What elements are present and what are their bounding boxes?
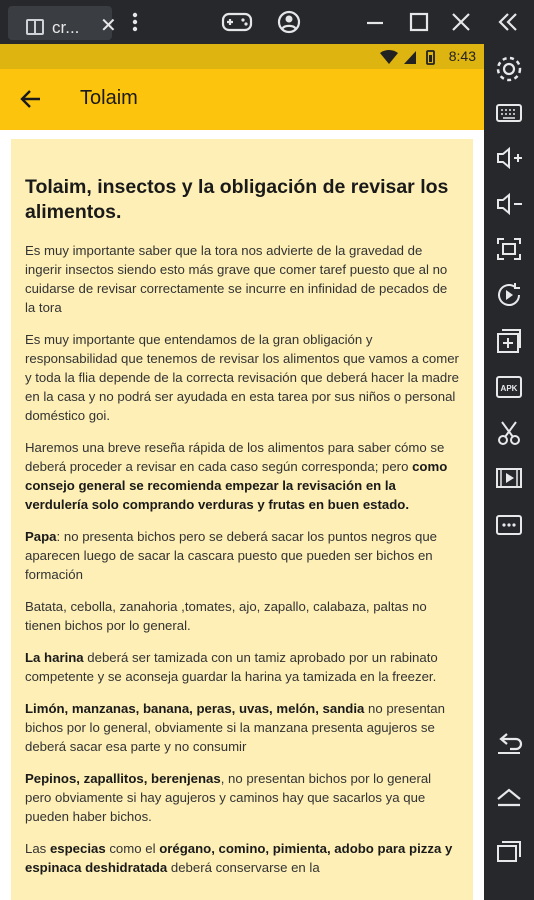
paragraph: Es muy importante que entendamos de la gran obligación y responsabilidad que tenemos de revisar los alimentos que vamos a comer y toda la flia depende de la correcta revisación que deberá hacer la madre en la casa y no podrá ser ayudada en esta tarea por sus niños o personal doméstico goi. xyxy=(25,332,459,423)
minimize-icon[interactable] xyxy=(360,8,390,36)
collapse-sidebar-icon[interactable] xyxy=(494,8,524,36)
paragraph-text: como el xyxy=(105,841,160,856)
home-icon[interactable] xyxy=(494,782,524,812)
apk-icon[interactable] xyxy=(494,372,524,402)
more-icon[interactable] xyxy=(494,510,524,540)
paragraph-text: Las xyxy=(25,841,50,856)
status-icons xyxy=(378,49,440,65)
account-icon[interactable] xyxy=(274,8,304,36)
video-icon[interactable] xyxy=(494,463,524,493)
emulator-tab-label: cr... xyxy=(52,18,80,37)
paragraph xyxy=(25,648,459,686)
paragraph xyxy=(25,769,459,826)
paragraph xyxy=(25,699,459,756)
paragraph-bold: como consejo general se recomienda empezar la revisación en la verdulería solo comprando verduras y frutas en buen estado. xyxy=(25,459,448,512)
scissors-icon[interactable] xyxy=(494,418,524,448)
article-title: Tolaim, insectos y la obligación de revisar los alimentos. xyxy=(25,176,449,223)
paragraph xyxy=(25,527,459,584)
article xyxy=(11,139,473,877)
paragraph-bold: Papa xyxy=(25,529,57,544)
add-screen-icon[interactable] xyxy=(494,326,524,356)
gamepad-icon[interactable] xyxy=(220,8,254,36)
maximize-icon[interactable] xyxy=(404,8,434,36)
rotate-icon[interactable] xyxy=(494,280,524,310)
recents-icon[interactable] xyxy=(494,836,524,866)
paragraph-text: : no presenta bichos pero se deberá sacar los puntos negros que aparecen luego de sacar la cascara puesto que pueden ser bichos en formación xyxy=(25,529,438,582)
paragraph-text: deberá ser tamizada con un tamiz aprobado por un rabinato competente y se aconseja guardar la harina ya tamizada en la freezer. xyxy=(25,650,438,684)
android-screen xyxy=(0,44,484,900)
paragraph-text: deberá conservarse en la xyxy=(167,860,320,875)
paragraph-bold: La harina xyxy=(25,650,84,665)
paragraph-bold: Pepinos, zapallitos, berenjenas xyxy=(25,771,221,786)
keyboard-icon[interactable] xyxy=(494,98,524,128)
status-bar xyxy=(0,44,484,69)
paragraph xyxy=(25,438,459,514)
fullscreen-icon[interactable] xyxy=(494,234,524,264)
paragraph: Es muy importante saber que la tora nos advierte de la gravedad de ingerir insectos siendo esto más grave que comer taref puesto que al no cuidarse de revisar correctamente se incurre en infinidad de pecados de la tora xyxy=(25,243,448,315)
app-book-icon xyxy=(26,19,44,35)
volume-up-icon[interactable] xyxy=(494,143,524,173)
svg-text:APK: APK xyxy=(500,384,518,393)
status-time: 8:43 xyxy=(448,48,476,64)
article-card[interactable] xyxy=(11,139,473,900)
paragraph-bold: Limón, manzanas, banana, peras, uvas, melón, sandia xyxy=(25,701,365,716)
tab-close-icon[interactable]: ✕ xyxy=(100,15,117,37)
paragraph-text: no presentan bichos por lo general, obviamente si la manzana presenta agujeros se deberá sacar esa parte y no consumir xyxy=(25,701,445,754)
emulator-titlebar xyxy=(0,0,534,44)
volume-down-icon[interactable] xyxy=(494,189,524,219)
paragraph-text: , no presentan bichos por lo general pero obviamente si hay agujeros y caminos hay que sacarlos ya que pueden haber bichos. xyxy=(25,771,432,824)
page-title: Tolaim xyxy=(80,87,138,109)
arrow-left-icon[interactable] xyxy=(18,86,44,112)
emulator-sidebar xyxy=(484,44,534,900)
paragraph xyxy=(25,839,459,877)
app-bar xyxy=(0,69,484,130)
paragraph-bold: especias xyxy=(49,841,106,856)
paragraph-bold: orégano, comino, pimienta, adobo para pizza y espinaca deshidratada xyxy=(25,841,453,875)
paragraph: Batata, cebolla, zanahoria ,tomates, ajo, zapallo, calabaza, paltas no tienen bichos por lo general. xyxy=(25,599,427,633)
settings-icon[interactable] xyxy=(494,54,524,84)
paragraph-text: Haremos una breve reseña rápida de los alimentos para saber cómo se deberá proceder a revisar en cada caso según corresponda; pero xyxy=(25,440,445,474)
back-icon[interactable] xyxy=(494,728,524,758)
kebab-menu-icon[interactable] xyxy=(120,8,150,36)
close-icon[interactable] xyxy=(446,8,476,36)
emulator-tab[interactable] xyxy=(8,6,117,40)
